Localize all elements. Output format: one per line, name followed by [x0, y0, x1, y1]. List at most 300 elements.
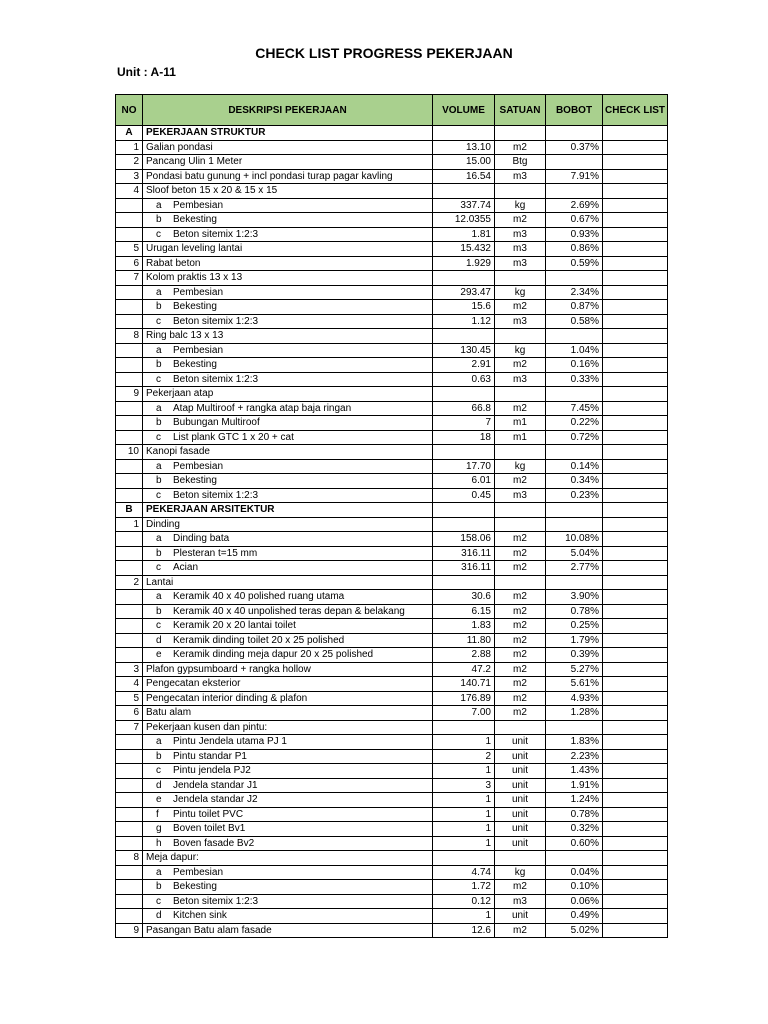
- row-checkbox[interactable]: [603, 242, 668, 257]
- row-volume: 15.6: [433, 300, 495, 315]
- row-checkbox[interactable]: [603, 532, 668, 547]
- row-description: [143, 561, 433, 576]
- row-checkbox[interactable]: [603, 140, 668, 155]
- row-description: PEKERJAAN STRUKTUR: [143, 126, 433, 141]
- row-satuan: [495, 720, 546, 735]
- row-bobot: [546, 126, 603, 141]
- row-volume: [433, 329, 495, 344]
- sub-item-letter: a: [156, 344, 162, 356]
- row-description: [143, 604, 433, 619]
- row-number: 9: [116, 923, 143, 938]
- row-description: [143, 343, 433, 358]
- row-checkbox[interactable]: [603, 474, 668, 489]
- row-checkbox[interactable]: [603, 271, 668, 286]
- row-number: [116, 894, 143, 909]
- row-bobot: 0.87%: [546, 300, 603, 315]
- row-checkbox[interactable]: [603, 590, 668, 605]
- table-row: [116, 314, 668, 329]
- row-satuan: m1: [495, 416, 546, 431]
- row-checkbox[interactable]: [603, 416, 668, 431]
- row-number: [116, 793, 143, 808]
- row-bobot: 0.58%: [546, 314, 603, 329]
- sub-item-text: Bekesting: [173, 475, 217, 487]
- row-bobot: 0.60%: [546, 836, 603, 851]
- row-description: [143, 546, 433, 561]
- row-satuan: m2: [495, 677, 546, 692]
- row-volume: 18: [433, 430, 495, 445]
- row-checkbox[interactable]: [603, 169, 668, 184]
- row-checkbox[interactable]: [603, 546, 668, 561]
- row-number: 2: [116, 155, 143, 170]
- row-checkbox[interactable]: [603, 213, 668, 228]
- row-checkbox[interactable]: [603, 503, 668, 518]
- sub-item-text: Beton sitemix 1:2:3: [173, 373, 259, 385]
- row-checkbox[interactable]: [603, 401, 668, 416]
- row-number: [116, 430, 143, 445]
- row-checkbox[interactable]: [603, 720, 668, 735]
- row-satuan: m2: [495, 604, 546, 619]
- row-satuan: unit: [495, 793, 546, 808]
- row-checkbox[interactable]: [603, 880, 668, 895]
- row-volume: [433, 575, 495, 590]
- table-row: [116, 633, 668, 648]
- sub-item-text: Beton sitemix 1:2:3: [173, 489, 259, 501]
- row-satuan: [495, 387, 546, 402]
- row-checkbox[interactable]: [603, 314, 668, 329]
- row-volume: 1.81: [433, 227, 495, 242]
- row-description: [143, 590, 433, 605]
- row-satuan: m2: [495, 923, 546, 938]
- sub-item-letter: c: [156, 620, 161, 632]
- row-satuan: [495, 445, 546, 460]
- table-row: [116, 300, 668, 315]
- sub-item-letter: c: [156, 489, 161, 501]
- row-bobot: [546, 517, 603, 532]
- table-row: [116, 488, 668, 503]
- sub-item-text: Beton sitemix 1:2:3: [173, 228, 259, 240]
- row-volume: 158.06: [433, 532, 495, 547]
- row-checkbox[interactable]: [603, 575, 668, 590]
- row-volume: 1.929: [433, 256, 495, 271]
- row-bobot: 0.25%: [546, 619, 603, 634]
- row-description: Urugan leveling lantai: [143, 242, 433, 257]
- row-satuan: Btg: [495, 155, 546, 170]
- row-bobot: [546, 387, 603, 402]
- row-description: [143, 735, 433, 750]
- row-checkbox[interactable]: [603, 198, 668, 213]
- row-number: 3: [116, 169, 143, 184]
- row-number: [116, 590, 143, 605]
- row-bobot: 0.78%: [546, 807, 603, 822]
- sub-item-letter: b: [156, 605, 162, 617]
- row-number: 7: [116, 271, 143, 286]
- table-row: [116, 401, 668, 416]
- row-bobot: 1.28%: [546, 706, 603, 721]
- row-checkbox[interactable]: [603, 836, 668, 851]
- row-description: [143, 909, 433, 924]
- row-description: Kolom praktis 13 x 13: [143, 271, 433, 286]
- row-number: 1: [116, 517, 143, 532]
- row-volume: [433, 126, 495, 141]
- row-satuan: m2: [495, 662, 546, 677]
- sub-item-text: Bekesting: [173, 301, 217, 313]
- row-satuan: unit: [495, 909, 546, 924]
- table-row: [116, 474, 668, 489]
- row-description: Meja dapur:: [143, 851, 433, 866]
- row-volume: 17.70: [433, 459, 495, 474]
- row-checkbox[interactable]: [603, 227, 668, 242]
- table-row: [116, 894, 668, 909]
- row-bobot: 0.34%: [546, 474, 603, 489]
- sub-item-text: Keramik 40 x 40 polished ruang utama: [173, 591, 345, 603]
- row-volume: [433, 184, 495, 199]
- row-bobot: 5.02%: [546, 923, 603, 938]
- row-number: 4: [116, 677, 143, 692]
- table-row: [116, 561, 668, 576]
- row-volume: 316.11: [433, 561, 495, 576]
- row-description: Ring balc 13 x 13: [143, 329, 433, 344]
- row-volume: 0.63: [433, 372, 495, 387]
- unit-label: Unit : A-11: [117, 65, 176, 79]
- row-satuan: m2: [495, 401, 546, 416]
- row-number: 5: [116, 242, 143, 257]
- row-checkbox[interactable]: [603, 923, 668, 938]
- row-number: 2: [116, 575, 143, 590]
- row-satuan: [495, 503, 546, 518]
- row-checkbox[interactable]: [603, 793, 668, 808]
- row-satuan: m2: [495, 532, 546, 547]
- row-description: [143, 532, 433, 547]
- row-description: Lantai: [143, 575, 433, 590]
- row-satuan: m3: [495, 169, 546, 184]
- sub-item-letter: b: [156, 417, 162, 429]
- row-checkbox[interactable]: [603, 256, 668, 271]
- row-checkbox[interactable]: [603, 909, 668, 924]
- row-bobot: 1.91%: [546, 778, 603, 793]
- table-row: [116, 749, 668, 764]
- sub-item-letter: c: [156, 765, 161, 777]
- table-row: [116, 807, 668, 822]
- row-volume: 337.74: [433, 198, 495, 213]
- row-volume: 1.12: [433, 314, 495, 329]
- row-satuan: unit: [495, 764, 546, 779]
- row-bobot: 2.34%: [546, 285, 603, 300]
- table-row: [116, 532, 668, 547]
- row-checkbox[interactable]: [603, 604, 668, 619]
- row-checkbox[interactable]: [603, 343, 668, 358]
- row-checkbox[interactable]: [603, 372, 668, 387]
- row-description: [143, 358, 433, 373]
- table-row: [116, 880, 668, 895]
- row-description: Sloof beton 15 x 20 & 15 x 15: [143, 184, 433, 199]
- row-number: 7: [116, 720, 143, 735]
- row-checkbox[interactable]: [603, 851, 668, 866]
- row-description: [143, 300, 433, 315]
- row-checkbox[interactable]: [603, 126, 668, 141]
- row-volume: 47.2: [433, 662, 495, 677]
- row-description: [143, 648, 433, 663]
- row-satuan: m2: [495, 880, 546, 895]
- sub-item-letter: g: [156, 823, 162, 835]
- row-volume: 2: [433, 749, 495, 764]
- row-checkbox[interactable]: [603, 488, 668, 503]
- row-checkbox[interactable]: [603, 517, 668, 532]
- row-volume: 1: [433, 822, 495, 837]
- table-row: [116, 445, 668, 460]
- sub-item-text: Bekesting: [173, 881, 217, 893]
- row-description: [143, 459, 433, 474]
- table-row: [116, 227, 668, 242]
- sub-item-letter: d: [156, 910, 162, 922]
- row-description: [143, 474, 433, 489]
- sub-item-text: Acian: [173, 562, 199, 574]
- row-satuan: unit: [495, 836, 546, 851]
- row-description: Kanopi fasade: [143, 445, 433, 460]
- sub-item-text: Pintu jendela PJ2: [173, 765, 251, 777]
- row-checkbox[interactable]: [603, 445, 668, 460]
- table-row: [116, 865, 668, 880]
- row-checkbox[interactable]: [603, 749, 668, 764]
- table-row: [116, 677, 668, 692]
- row-description: [143, 749, 433, 764]
- row-description: [143, 822, 433, 837]
- row-number: [116, 532, 143, 547]
- row-description: [143, 372, 433, 387]
- row-number: [116, 401, 143, 416]
- table-row: [116, 198, 668, 213]
- table-row: [116, 923, 668, 938]
- row-satuan: m2: [495, 619, 546, 634]
- table-row: [116, 140, 668, 155]
- sub-item-text: Beton sitemix 1:2:3: [173, 895, 259, 907]
- row-number: 10: [116, 445, 143, 460]
- row-volume: 176.89: [433, 691, 495, 706]
- table-row: [116, 691, 668, 706]
- table-row: [116, 575, 668, 590]
- row-checkbox[interactable]: [603, 662, 668, 677]
- row-number: [116, 198, 143, 213]
- sub-item-text: List plank GTC 1 x 20 + cat: [173, 431, 294, 443]
- sub-item-letter: d: [156, 779, 162, 791]
- row-bobot: 1.79%: [546, 633, 603, 648]
- table-row: [116, 387, 668, 402]
- sub-item-text: Kitchen sink: [173, 910, 227, 922]
- row-bobot: 0.16%: [546, 358, 603, 373]
- sub-item-text: Boven fasade Bv2: [173, 837, 255, 849]
- row-volume: 1.83: [433, 619, 495, 634]
- table-row: [116, 648, 668, 663]
- sub-item-text: Pembesian: [173, 286, 224, 298]
- sub-item-letter: a: [156, 199, 162, 211]
- row-description: [143, 488, 433, 503]
- sub-item-letter: b: [156, 750, 162, 762]
- table-row: [116, 778, 668, 793]
- sub-item-text: Pembesian: [173, 344, 224, 356]
- row-checkbox[interactable]: [603, 677, 668, 692]
- sub-item-text: Pembesian: [173, 866, 224, 878]
- row-satuan: kg: [495, 285, 546, 300]
- row-bobot: 5.04%: [546, 546, 603, 561]
- table-row: [116, 343, 668, 358]
- row-description: [143, 807, 433, 822]
- table-row: [116, 590, 668, 605]
- row-checkbox[interactable]: [603, 300, 668, 315]
- row-checkbox[interactable]: [603, 387, 668, 402]
- sub-item-letter: h: [156, 837, 162, 849]
- sub-item-text: Bubungan Multiroof: [173, 417, 260, 429]
- row-checkbox[interactable]: [603, 285, 668, 300]
- row-number: [116, 227, 143, 242]
- sub-item-text: Keramik 40 x 40 unpolished teras depan & belakang: [173, 605, 405, 617]
- table-row: [116, 271, 668, 286]
- row-volume: 316.11: [433, 546, 495, 561]
- row-description: [143, 865, 433, 880]
- row-volume: 1: [433, 807, 495, 822]
- row-checkbox[interactable]: [603, 430, 668, 445]
- row-description: [143, 793, 433, 808]
- row-checkbox[interactable]: [603, 778, 668, 793]
- row-number: [116, 836, 143, 851]
- row-bobot: 2.69%: [546, 198, 603, 213]
- row-checkbox[interactable]: [603, 633, 668, 648]
- row-description: [143, 619, 433, 634]
- row-checkbox[interactable]: [603, 561, 668, 576]
- row-checkbox[interactable]: [603, 706, 668, 721]
- row-number: B: [116, 503, 143, 518]
- row-satuan: kg: [495, 343, 546, 358]
- sub-item-letter: c: [156, 895, 161, 907]
- row-volume: 1: [433, 909, 495, 924]
- row-description: [143, 836, 433, 851]
- row-checkbox[interactable]: [603, 619, 668, 634]
- row-description: [143, 213, 433, 228]
- sub-item-letter: b: [156, 475, 162, 487]
- table-row: [116, 213, 668, 228]
- table-row: [116, 329, 668, 344]
- row-volume: 11.80: [433, 633, 495, 648]
- row-volume: [433, 720, 495, 735]
- row-checkbox[interactable]: [603, 329, 668, 344]
- row-checkbox[interactable]: [603, 822, 668, 837]
- row-volume: 2.88: [433, 648, 495, 663]
- row-number: [116, 213, 143, 228]
- row-checkbox[interactable]: [603, 865, 668, 880]
- row-checkbox[interactable]: [603, 807, 668, 822]
- row-volume: 0.12: [433, 894, 495, 909]
- table-row: [116, 822, 668, 837]
- sub-item-text: Pembesian: [173, 460, 224, 472]
- table-row: [116, 720, 668, 735]
- sub-item-text: Plesteran t=15 mm: [173, 547, 258, 559]
- table-row: [116, 604, 668, 619]
- table-row: [116, 706, 668, 721]
- sub-item-text: Keramik dinding toilet 20 x 25 polished: [173, 634, 345, 646]
- row-satuan: m2: [495, 648, 546, 663]
- row-bobot: 2.77%: [546, 561, 603, 576]
- row-bobot: 1.43%: [546, 764, 603, 779]
- row-volume: 7.00: [433, 706, 495, 721]
- row-number: 5: [116, 691, 143, 706]
- row-satuan: kg: [495, 198, 546, 213]
- header-satuan: SATUAN: [495, 95, 546, 126]
- row-number: [116, 865, 143, 880]
- row-satuan: m2: [495, 546, 546, 561]
- row-number: [116, 314, 143, 329]
- sub-item-letter: b: [156, 547, 162, 559]
- sub-item-letter: c: [156, 562, 161, 574]
- row-satuan: m1: [495, 430, 546, 445]
- row-volume: [433, 445, 495, 460]
- row-volume: 293.47: [433, 285, 495, 300]
- row-number: [116, 561, 143, 576]
- row-bobot: 0.72%: [546, 430, 603, 445]
- row-bobot: 2.23%: [546, 749, 603, 764]
- row-volume: 12.6: [433, 923, 495, 938]
- row-volume: [433, 503, 495, 518]
- row-satuan: m3: [495, 488, 546, 503]
- sub-item-text: Pintu Jendela utama PJ 1: [173, 736, 287, 748]
- table-row: [116, 430, 668, 445]
- row-description: Pasangan Batu alam fasade: [143, 923, 433, 938]
- row-number: [116, 285, 143, 300]
- sub-item-letter: a: [156, 286, 162, 298]
- table-row: [116, 836, 668, 851]
- row-description: Rabat beton: [143, 256, 433, 271]
- row-number: [116, 619, 143, 634]
- row-description: [143, 416, 433, 431]
- sub-item-text: Dinding bata: [173, 533, 230, 545]
- sub-item-letter: a: [156, 591, 162, 603]
- sub-item-letter: e: [156, 649, 162, 661]
- row-number: [116, 372, 143, 387]
- row-description: Batu alam: [143, 706, 433, 721]
- row-checkbox[interactable]: [603, 894, 668, 909]
- header-no: NO: [116, 95, 143, 126]
- row-number: [116, 735, 143, 750]
- table-row: [116, 184, 668, 199]
- row-satuan: m3: [495, 242, 546, 257]
- sub-item-letter: e: [156, 794, 162, 806]
- row-bobot: 0.32%: [546, 822, 603, 837]
- row-bobot: 1.83%: [546, 735, 603, 750]
- sub-item-letter: a: [156, 533, 162, 545]
- row-checkbox[interactable]: [603, 648, 668, 663]
- row-checkbox[interactable]: [603, 691, 668, 706]
- row-satuan: unit: [495, 749, 546, 764]
- row-satuan: [495, 851, 546, 866]
- row-checkbox[interactable]: [603, 459, 668, 474]
- table-row: [116, 662, 668, 677]
- row-checkbox[interactable]: [603, 735, 668, 750]
- row-bobot: 0.33%: [546, 372, 603, 387]
- row-checkbox[interactable]: [603, 764, 668, 779]
- table-row: [116, 619, 668, 634]
- row-checkbox[interactable]: [603, 155, 668, 170]
- row-bobot: 1.04%: [546, 343, 603, 358]
- sub-item-text: Pembesian: [173, 199, 224, 211]
- row-checkbox[interactable]: [603, 184, 668, 199]
- row-description: Pengecatan interior dinding & plafon: [143, 691, 433, 706]
- sub-item-letter: b: [156, 881, 162, 893]
- row-bobot: 0.37%: [546, 140, 603, 155]
- sub-item-letter: b: [156, 301, 162, 313]
- row-number: [116, 343, 143, 358]
- sub-item-letter: b: [156, 214, 162, 226]
- row-checkbox[interactable]: [603, 358, 668, 373]
- row-bobot: 7.91%: [546, 169, 603, 184]
- row-bobot: 0.22%: [546, 416, 603, 431]
- row-bobot: [546, 155, 603, 170]
